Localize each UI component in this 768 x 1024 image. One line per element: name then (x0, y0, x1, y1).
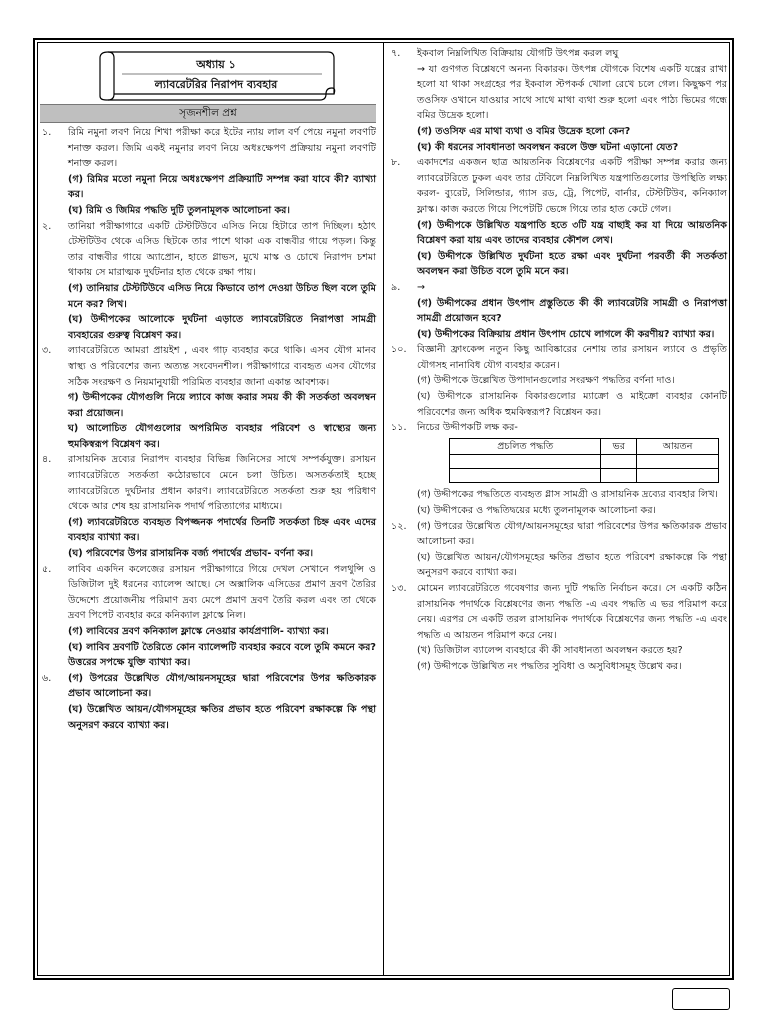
question-text: বিজ্ঞানী ফ্রাংকেন্স নতুন কিছু আবিষ্কারের নেশায় তার রসায়ন ল্যাবে ও প্রভৃতি যৌগসহ নানাবিধ যৌগ ব্যবহার করেন। (417, 344, 727, 371)
method-table (449, 438, 719, 484)
question-text: গ) উদ্দীপকের যৌগগুলি নিয়ে ল্যাবে কাজ করার সময় কী কী সতর্কতা অবলম্বন করা প্রয়োজন। (68, 392, 376, 419)
question-text: (গ) ল্যাবরেটরিতে ব্যবহৃত বিপজ্জনক পদার্থের তিনটি সতর্কতা চিহ্ন এবং এদের ব্যবহার ব্যাখ্যা কর। (68, 516, 376, 544)
question-number: ৪. (42, 454, 52, 466)
left-column (40, 46, 376, 733)
table-cell (601, 455, 637, 469)
question-number: ৯. (391, 281, 401, 293)
question-number: ১০. (391, 344, 407, 356)
question-number: ১৩. (391, 583, 407, 594)
question-text: → (417, 281, 426, 293)
table-header-cell: প্রচলিত পদ্ধতি (450, 438, 601, 455)
question-number: ৮. (391, 157, 401, 169)
table-cell (601, 469, 637, 483)
table-header-cell: ভর (601, 438, 637, 455)
question-text: (ঘ) উদ্দীপকের বিক্রিয়ায় প্রধান উৎপাদ চোখে লাগলে কী করণীয়? ব্যাখ্যা কর। (417, 328, 715, 340)
question-text: (ঘ) রিমি ও জিমির পদ্ধতি দুটি তুলনামূলক আলোচনা কর। (68, 204, 290, 216)
question-text: (খ) ডিজিটাল ব্যালেন্স ব্যবহারে কী কী সাবধানতা অবলম্বন করতে হয়? (417, 645, 683, 657)
question-text: রাসায়নিক দ্রব্যের নিরাপদ ব্যবহার বিভিন্ন জিনিসের সাথে সম্পর্কযুক্ত। রসায়ন ল্যাবরেটরিতে সতর্কতা কঠোরভাবে মেনে চলা উচিত। অসতর্কতাই হচ্ছে ল্যাবরেটরিতে দুর্ঘটনার প্রধান কারণ। ল্যাবরেটরিতে সতর্কতা শুরু হয় পরিধাণ থেকে আর শেষ হয় রাসায়নিক পদার্থ পরিত্যাগের মাধ্যমে। (68, 454, 376, 513)
question-text: (গ) উপরের উল্লেখিত যৌগ/আয়নসমূহের দ্বারা পরিবেশের উপর ক্ষতিকারক প্রভাব আলোচনা কর। (417, 520, 727, 548)
question-text: (গ) উদ্দীপকের প্রধান উৎপাদ প্রস্তুতিতে কী কী ল্যাবরেটরি সামগ্রী ও নিরাপত্তা সামগ্রী প্রয়োজন হবে? (417, 297, 727, 325)
question-number: ১২. (391, 520, 407, 532)
question-item (389, 280, 727, 342)
question-item (40, 671, 376, 733)
question-number: ২. (42, 220, 52, 232)
question-item (389, 581, 727, 675)
table-row (450, 469, 719, 483)
question-text: (গ) তওসিফ এর মাথা ব্যথা ও বমির উদ্রেক হলো কেন? (417, 125, 631, 137)
question-text: মোমেন ল্যাবরেটরিতে গবেষণার জন্য দুটি পদ্ধতি নির্বাচন করে। সে একটি কঠিন রাসায়নিক পদার্থকে বিশ্লেষণের জন্য পদ্ধতি -এ এবং পদ্ধতি এ ভর পরিমাপ করে নেয়। এরপর সে একটি তরল রাসায়নিক পদার্থকে বিশ্লেষণের জন্য পদ্ধতি -এ এবং পদ্ধতি এ আয়তন পরিমাপ করে নেয়। (417, 583, 727, 641)
question-text: ঘ) আলোচিত যৌগগুলোর অপরিমিত ব্যবহার পরিবেশ ও স্বাস্থ্যের জন্য হুমকিস্বরূপ বিশ্লেষণ কর। (68, 423, 376, 450)
table-row (450, 455, 719, 469)
column-divider (383, 42, 384, 976)
right-question-list (389, 46, 727, 675)
question-text: (ঘ) কী ধরনের সাবধানতা অবলম্বন করলে উক্ত ঘটনা এড়ানো যেত? (417, 141, 679, 153)
right-column (389, 46, 727, 675)
question-number: ৬. (42, 672, 52, 684)
question-text: একাদশের একজন ছাত্র আয়তনিক বিশ্লেষণের একটি পরীক্ষা সম্পন্ন করার জন্য ল্যাবরেটরিতে ঢুকল এবং তার টেবিলে নিম্নলিখিত যন্ত্রপাতিগুলোর উপস্থিতি লক্ষ্য করল- ব্যুরেট, সিলিন্ডার, গ্যাস রড, ট্রে, পিপেট, বার্নার, টেস্টটিউব, কনিক্যাল ফ্লাস্ক। কাজ করতে গিয়ে পিপেটটি ভেঙ্গে গিয়ে তার হাত কেটে গেল। (417, 157, 727, 215)
table-header-cell: আয়তন (637, 438, 719, 455)
question-text: → যা গুণগত বিশ্লেষণে অনন্য বিকারক। উৎপন্ন যৌগকে বিশেষ একটি যন্ত্রের রাখা হলো যা থাকা সংগ্রহের পর ইকবাল স্টপকর্ক খোলা রেখে চলে গেল। কিছুক্ষণ পর তওসিফ ওখানে যাওয়ার সাথে সাথে মাথা ব্যথা শুরু হলো এবং পাঠ্য ভিমের গন্ধে বমির উদ্রেক হলো। (417, 63, 727, 122)
page-number-box (672, 988, 730, 1010)
question-text: তানিয়া পরীক্ষাগারে একটি টেস্টটিউবে এসিড নিয়ে হিটারে তাপ দিচ্ছিল। হঠাৎ টেস্টটিউব থেকে এসিড ছিটকে তার পাশে থাকা এক বান্ধবীর গায়ে পড়ল। কিন্তু তার বান্ধবীর গায়ে অ্যাপ্রোন, হাতে গ্লাভস, মুখে মাস্ক ও চোখে নিরাপদ চশমা থাকায় সে মারাত্মক দুর্ঘটনার হাত থেকে রক্ষা পায়। (68, 220, 376, 279)
question-item (40, 219, 376, 344)
question-item (389, 155, 727, 280)
question-text: (ঘ) উদ্দীপকে রাসায়নিক বিকারগুলোর ম্যাক্রো ও মাইক্রো ব্যবহার কোনটি পরিবেশের জন্য অধিক হুমকিস্বরূপ? বিশ্লেষন কর। (417, 391, 727, 418)
question-item (389, 342, 727, 420)
question-text: (গ) উদ্দীপকের পদ্ধতিতে ব্যবহৃত গ্লাস সামগ্রী ও রাসায়নিক দ্রব্যের ব্যবহার লিখ। (417, 489, 718, 501)
table-cell (637, 469, 719, 483)
question-number: ৫. (42, 563, 52, 575)
chapter-number: অধ্যায় ১ (196, 58, 236, 71)
question-text: (ঘ) উদ্দীপকের আলোকে দুর্ঘটনা এড়াতে ল্যাবরেটরিতে নিরাপত্তা সামগ্রী ব্যবহারের গুরুত্ব বিশ্লেষণ কর। (68, 314, 376, 341)
question-text: লাবিব একদিন কলেজের রসায়ন পরীক্ষাগারে গিয়ে দেখল সেখানে পলথুন্সি ও ডিজিটাল দুই ধরনের ব্যালেন্স আছে। সে অক্সালিক এসিডের প্রমাণ দ্রবণ তৈরির উদ্দেশ্যে প্রয়োজনীয় পরিমাণ দ্রব্য মেপে প্রমাণ দ্রবণ তৈরি করল এবং তা থেকে দ্রবণ পিপেট ব্যবহার করে কনিক্যাল ফ্লাস্কে নিল। (68, 563, 376, 622)
question-number: ১১. (391, 422, 407, 434)
question-text: ইকবাল নিম্নলিখিত বিক্রিয়ায় যৌগটি উৎপন্ন করল লঘু (417, 48, 619, 59)
left-question-list (40, 125, 376, 733)
table-cell (450, 469, 601, 483)
question-text: (গ) উদ্দীপকে উল্লেখিত উপাদানগুলোর সংরক্ষণ পদ্ধতির বর্ণনা দাও। (417, 375, 675, 387)
question-item (389, 519, 727, 581)
question-item (389, 420, 727, 518)
table-cell (450, 455, 601, 469)
question-text: (ঘ) পরিবেশের উপর রাসায়নিক বর্জ্য পদার্থের প্রভাব- বর্ণনা কর। (68, 548, 314, 560)
question-text: (ঘ) লাবিব দ্রবণটি তৈরিতে কোন ব্যালেন্সটি ব্যবহার করবে বলে তুমি কমনে কর? উত্তরের সপক্ষে যুক্তি ব্যাখ্যা কর। (68, 641, 376, 669)
question-item (40, 343, 376, 452)
question-number: ৭. (391, 48, 401, 59)
scroll-banner-icon (94, 46, 338, 102)
question-number: ৩. (42, 345, 52, 357)
chapter-title-scroll (94, 46, 338, 102)
question-item (40, 452, 376, 561)
question-text: (ঘ) উল্লেখিত আয়ন/যৌগসমূহের ক্ষতির প্রভাব হতে পরিবেশ রক্ষাকল্পে কি পন্থা অনুসরণ করবে ব্যাখ্যা কর। (417, 551, 727, 579)
question-item (40, 562, 376, 671)
question-text: (গ) উপরের উল্লেখিত যৌগ/আয়নসমূহের দ্বারা পরিবেশের উপর ক্ষতিকারক প্রভাব আলোচনা কর। (68, 672, 376, 700)
question-text: (ঘ) উল্লেখিত আয়ন/যৌগসমূহের ক্ষতির প্রভাব হতে পরিবেশ রক্ষাকল্পে কি পন্থা অনুসরণ করবে ব্যাখ্যা কর। (68, 703, 376, 731)
question-text: নিচের উদ্দীপকটি লক্ষ কর- (417, 422, 518, 434)
question-text: ল্যাবরেটরিতে আমরা প্রায়ইশ , এবং গাঢ় ব্যবহার করে থাকি। এসব যৌগ মানব স্বাস্থ্য ও পরিবেশের জন্য অত্যন্ত সংবেদনশীল। পরীক্ষাগারে ব্যবহৃত এসব যৌগের সঠিক সংরক্ষণ ও নিয়মানুযায়ী পরিমিত ব্যবহার জানা একান্ত আবশ্যক। (68, 345, 376, 388)
question-text: (গ) উদ্দীপকে উল্লিখিত যন্ত্রপাতি হতে ৩টি যন্ত্র বাছাই কর যা দিয়ে আয়তনিক বিশ্লেষণ করা যায় এবং তাদের ব্যবহার কৌশল লেখ। (417, 219, 727, 247)
question-text: (ঘ) উদ্দীপকে উল্লিখিত দুর্ঘটনা হতে রক্ষা এবং দুর্ঘটনা পরবর্তী কী সতর্কতা অবলম্বন করা উচিত বলে তুমি মনে কর। (417, 250, 727, 278)
question-text: (গ) রিমির মতো নমুনা নিয়ে অধঃক্ষেপণ প্রক্রিয়াটি সম্পন্ন করা যাবে কী? ব্যাখ্যা কর। (68, 173, 376, 201)
question-text: (গ) উদ্দীপকে উল্লিখিত নং পদ্ধতির সুবিধা ও অসুবিধাসমূহ উল্লেখ কর। (417, 660, 682, 672)
question-text: (ঘ) উদ্দীপকের ও পদ্ধতিদ্বয়ের মধ্যে তুলনামূলক আলোচনা কর। (417, 505, 656, 517)
question-text: রিমি নমুনা লবণ নিয়ে শিখা পরীক্ষা করে ইটের ন্যায় লাল বর্ণ পেয়ে নমুনা লবণটি শনাক্ত করল। জিমি একই নমুনার লবণ নিয়ে অধঃক্ষেপণ প্রক্রিয়ায় নমুনা লবণটি শনাক্ত করল। (68, 127, 376, 170)
question-item (40, 125, 376, 219)
section-header: সৃজনশীল প্রশ্ন (40, 104, 376, 123)
question-text: (গ) লাবিবের দ্রবণ কনিক্যাল ফ্লাস্কে নেওয়ার কার্যপ্রণালি- ব্যাখ্যা কর। (68, 626, 329, 637)
question-item (389, 46, 727, 155)
question-text: (গ) তানিয়ার টেস্টটিউবে এসিড নিয়ে কিভাবে তাপ দেওয়া উচিত ছিল বলে তুমি মনে কর? লিখ। (68, 282, 376, 310)
chapter-title: ল্যাবরেটরির নিরাপদ ব্যবহার (154, 78, 278, 91)
table-cell (637, 455, 719, 469)
question-number: ১. (42, 127, 52, 138)
